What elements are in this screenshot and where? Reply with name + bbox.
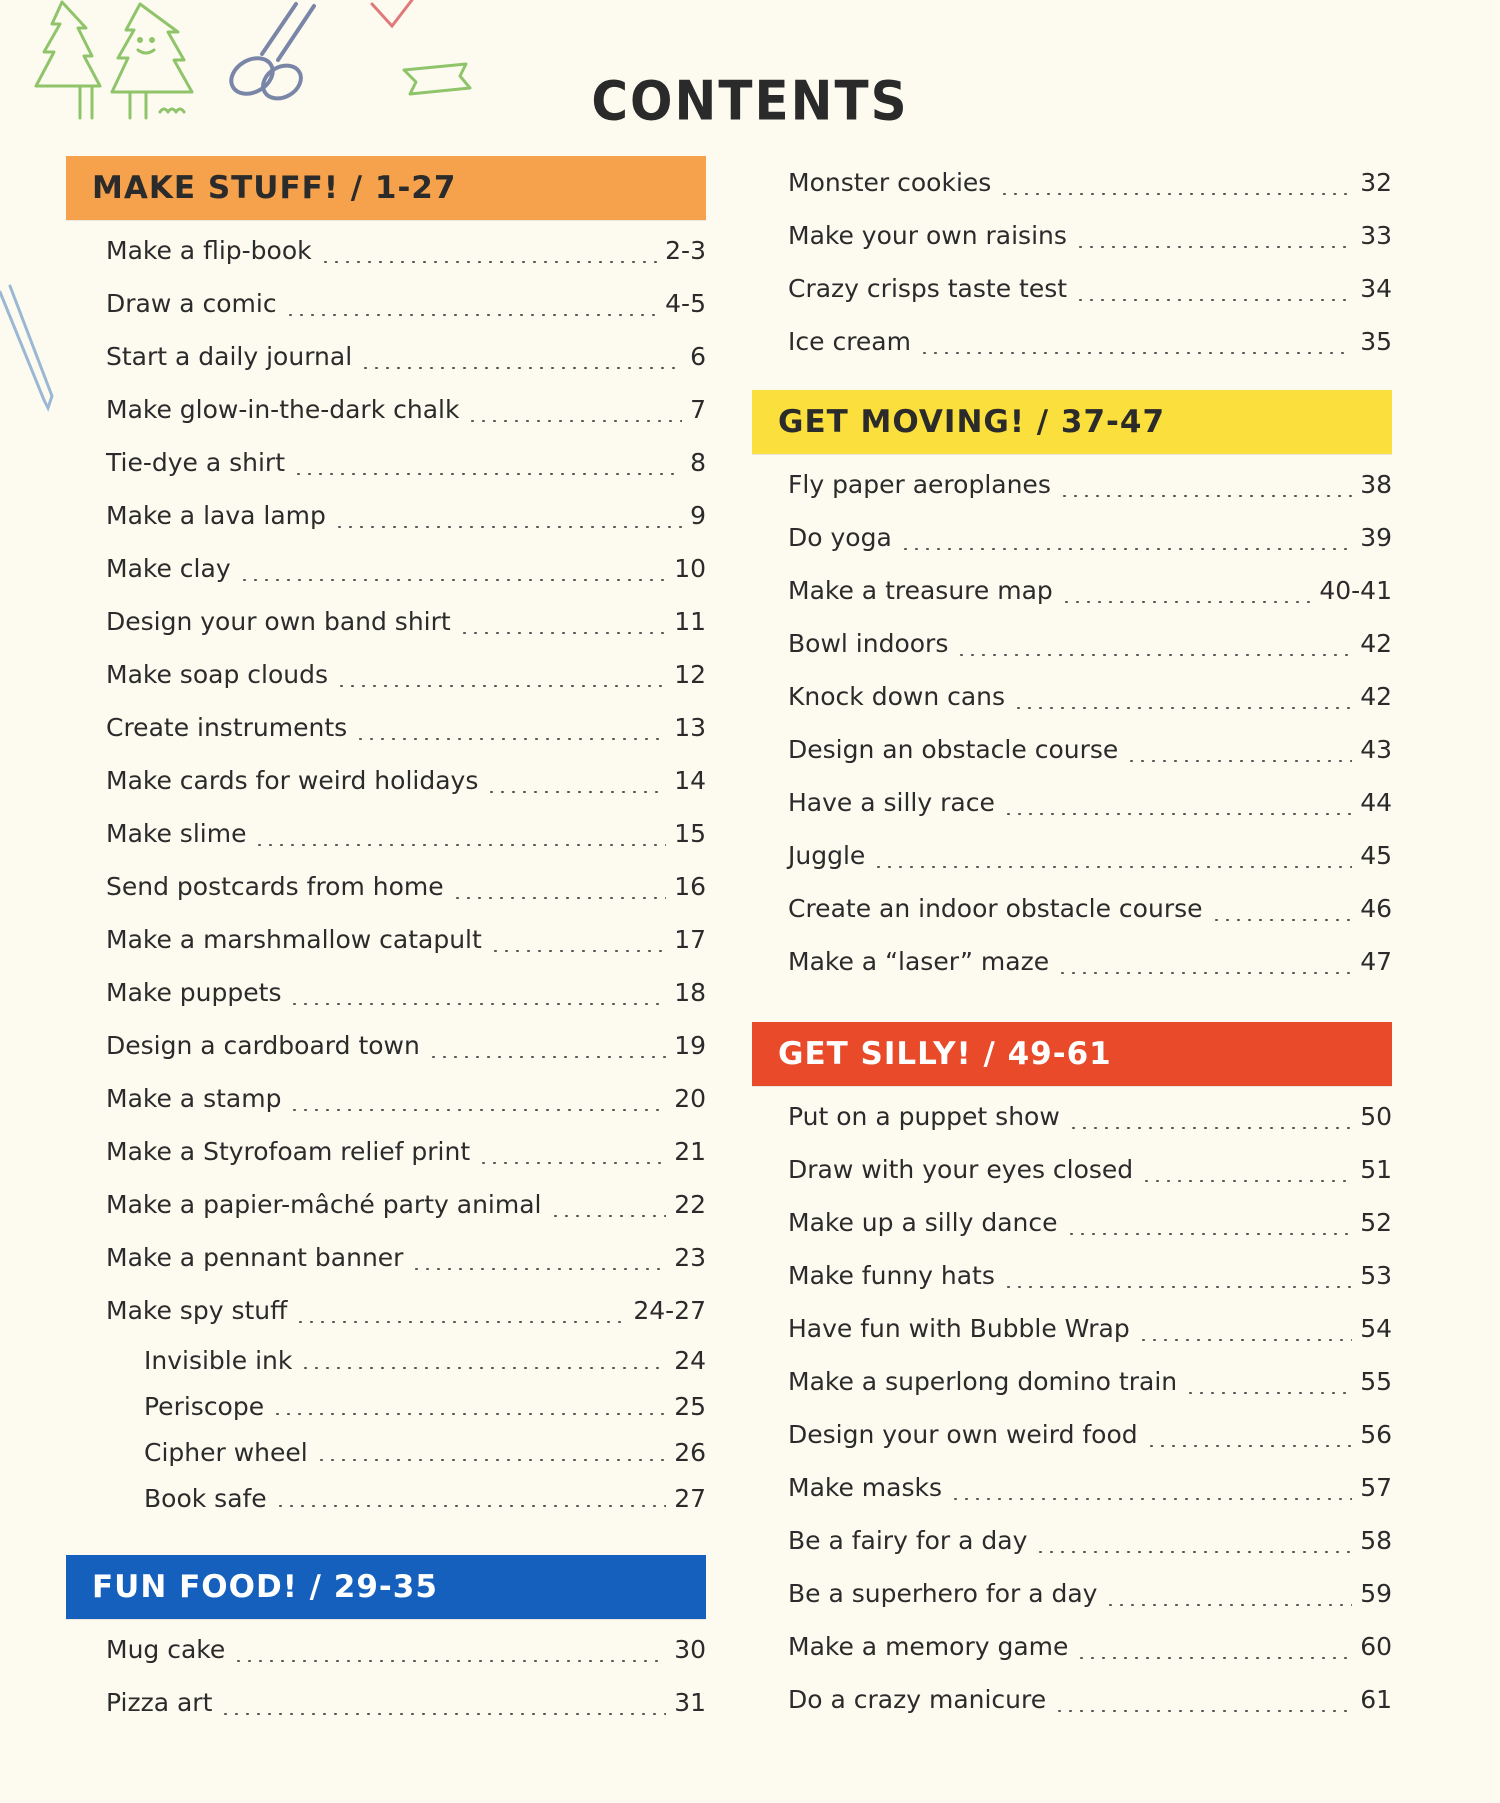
entry-page-number: 45 bbox=[1360, 841, 1392, 870]
dot-leader bbox=[1075, 246, 1352, 248]
dot-leader bbox=[999, 193, 1352, 195]
entry-page-number: 20 bbox=[674, 1084, 706, 1113]
entry-title: Ice cream bbox=[788, 327, 911, 356]
entry-title: Draw with your eyes closed bbox=[788, 1155, 1134, 1184]
toc-entry bbox=[788, 723, 1392, 776]
toc-entry bbox=[106, 807, 706, 860]
entry-title: Make spy stuff bbox=[106, 1296, 288, 1325]
dot-leader bbox=[1054, 1710, 1352, 1712]
entry-title: Make soap clouds bbox=[106, 660, 328, 689]
section-get-silly bbox=[752, 1022, 1392, 1726]
entry-page-number: 61 bbox=[1360, 1685, 1392, 1714]
toc-entry bbox=[106, 1676, 706, 1729]
toc-sublist-spy-stuff bbox=[66, 1337, 706, 1521]
tape-doodle-icon bbox=[372, 0, 412, 26]
entry-page-number: 30 bbox=[674, 1635, 706, 1664]
toc-entry bbox=[788, 1408, 1392, 1461]
entry-title: Put on a puppet show bbox=[788, 1102, 1060, 1131]
entry-page-number: 7 bbox=[690, 395, 706, 424]
entry-title: Make a marshmallow catapult bbox=[106, 925, 482, 954]
entry-page-number: 40-41 bbox=[1319, 576, 1392, 605]
dot-leader bbox=[1013, 707, 1352, 709]
entry-title: Monster cookies bbox=[788, 168, 992, 197]
entry-title: Make cards for weird holidays bbox=[106, 766, 479, 795]
entry-title: Make a stamp bbox=[106, 1084, 282, 1113]
dot-leader bbox=[1211, 919, 1353, 921]
pencil-doodle-icon bbox=[0, 286, 52, 408]
entry-title: Pizza art bbox=[106, 1688, 213, 1717]
dot-leader bbox=[293, 473, 682, 475]
toc-subentry bbox=[106, 1429, 706, 1475]
toc-entry bbox=[106, 383, 706, 436]
entry-page-number: 38 bbox=[1360, 470, 1392, 499]
toc-entry bbox=[106, 1178, 706, 1231]
entry-title: Send postcards from home bbox=[106, 872, 444, 901]
entry-title: Do yoga bbox=[788, 523, 892, 552]
entry-page-number: 31 bbox=[674, 1688, 706, 1717]
toc-entry bbox=[788, 935, 1392, 988]
entry-page-number: 24 bbox=[674, 1345, 706, 1375]
dot-leader bbox=[873, 866, 1352, 868]
section-make-stuff bbox=[66, 156, 706, 1521]
toc-list-get-moving bbox=[752, 458, 1392, 988]
dot-leader bbox=[275, 1505, 666, 1507]
toc-entry bbox=[788, 1461, 1392, 1514]
entry-title: Do a crazy manicure bbox=[788, 1685, 1047, 1714]
toc-entry bbox=[788, 882, 1392, 935]
entry-title: Crazy crisps taste test bbox=[788, 274, 1068, 303]
dot-leader bbox=[467, 420, 682, 422]
section-header-fun-food: FUN FOOD! / 29-35 bbox=[66, 1555, 706, 1619]
dot-leader bbox=[900, 548, 1352, 550]
entry-page-number: 34 bbox=[1360, 274, 1392, 303]
entry-page-number: 46 bbox=[1360, 894, 1392, 923]
entry-page-number: 12 bbox=[674, 660, 706, 689]
entry-page-number: 16 bbox=[674, 872, 706, 901]
entry-page-number: 6 bbox=[690, 342, 706, 371]
toc-entry bbox=[106, 1019, 706, 1072]
dot-leader bbox=[459, 632, 666, 634]
toc-entry bbox=[106, 224, 706, 277]
dot-leader bbox=[1185, 1392, 1352, 1394]
entry-page-number: 58 bbox=[1360, 1526, 1392, 1555]
dot-leader bbox=[316, 1459, 666, 1461]
entry-title: Juggle bbox=[788, 841, 866, 870]
dot-leader bbox=[1075, 299, 1352, 301]
dot-leader bbox=[478, 1162, 666, 1164]
entry-title: Invisible ink bbox=[144, 1345, 293, 1375]
dot-leader bbox=[1003, 813, 1352, 815]
dot-leader bbox=[285, 314, 658, 316]
toc-entry bbox=[106, 436, 706, 489]
entry-title: Cipher wheel bbox=[144, 1437, 308, 1467]
dot-leader bbox=[490, 950, 666, 952]
toc-list-make-stuff bbox=[66, 224, 706, 1337]
entry-title: Make a lava lamp bbox=[106, 501, 326, 530]
dot-leader bbox=[233, 1660, 666, 1662]
dot-leader bbox=[355, 738, 666, 740]
toc-entry bbox=[788, 829, 1392, 882]
entry-page-number: 53 bbox=[1360, 1261, 1392, 1290]
entry-page-number: 59 bbox=[1360, 1579, 1392, 1608]
page-title: CONTENTS bbox=[591, 69, 909, 133]
entry-title: Be a superhero for a day bbox=[788, 1579, 1098, 1608]
toc-entry bbox=[788, 1302, 1392, 1355]
toc-entry bbox=[106, 1072, 706, 1125]
toc-subentry bbox=[106, 1337, 706, 1383]
entry-page-number: 43 bbox=[1360, 735, 1392, 764]
toc-entry bbox=[106, 913, 706, 966]
toc-entry bbox=[788, 1249, 1392, 1302]
entry-page-number: 54 bbox=[1360, 1314, 1392, 1343]
entry-page-number: 33 bbox=[1360, 221, 1392, 250]
dot-leader bbox=[950, 1498, 1352, 1500]
entry-page-number: 47 bbox=[1360, 947, 1392, 976]
entry-title: Mug cake bbox=[106, 1635, 226, 1664]
dot-leader bbox=[220, 1713, 666, 1715]
dot-leader bbox=[1059, 495, 1352, 497]
left-column bbox=[66, 156, 706, 1763]
toc-entry bbox=[788, 1567, 1392, 1620]
dot-leader bbox=[295, 1321, 625, 1323]
entry-title: Make masks bbox=[788, 1473, 943, 1502]
dot-leader bbox=[1068, 1127, 1352, 1129]
dot-leader bbox=[452, 897, 667, 899]
entry-page-number: 9 bbox=[690, 501, 706, 530]
toc-entry bbox=[106, 860, 706, 913]
dot-leader bbox=[428, 1056, 666, 1058]
entry-title: Make a flip-book bbox=[106, 236, 312, 265]
toc-list-get-silly bbox=[752, 1090, 1392, 1726]
entry-title: Make a memory game bbox=[788, 1632, 1069, 1661]
entry-page-number: 19 bbox=[674, 1031, 706, 1060]
dot-leader bbox=[486, 791, 666, 793]
entry-page-number: 56 bbox=[1360, 1420, 1392, 1449]
section-fun-food-continued bbox=[752, 156, 1392, 368]
dot-leader bbox=[254, 844, 666, 846]
dot-leader bbox=[1003, 1286, 1352, 1288]
entry-title: Create an indoor obstacle course bbox=[788, 894, 1203, 923]
entry-page-number: 52 bbox=[1360, 1208, 1392, 1237]
toc-entry bbox=[106, 966, 706, 1019]
dot-leader bbox=[300, 1367, 666, 1369]
section-get-moving bbox=[752, 390, 1392, 988]
section-header-make-stuff: MAKE STUFF! / 1-27 bbox=[66, 156, 706, 220]
dot-leader bbox=[1066, 1233, 1353, 1235]
entry-title: Have a silly race bbox=[788, 788, 995, 817]
toc-entry bbox=[106, 1623, 706, 1676]
toc-entry bbox=[106, 1231, 706, 1284]
entry-page-number: 23 bbox=[674, 1243, 706, 1272]
dot-leader bbox=[550, 1215, 667, 1217]
entry-page-number: 60 bbox=[1360, 1632, 1392, 1661]
toc-entry bbox=[788, 1620, 1392, 1673]
toc-entry bbox=[788, 262, 1392, 315]
entry-page-number: 50 bbox=[1360, 1102, 1392, 1131]
toc-entry bbox=[788, 1355, 1392, 1408]
entry-title: Start a daily journal bbox=[106, 342, 353, 371]
section-fun-food bbox=[66, 1555, 706, 1729]
toc-entry bbox=[106, 1284, 706, 1337]
entry-title: Make a superlong domino train bbox=[788, 1367, 1178, 1396]
entry-page-number: 25 bbox=[674, 1391, 706, 1421]
toc-entry bbox=[106, 542, 706, 595]
toc-entry bbox=[106, 1125, 706, 1178]
entry-title: Make a “laser” maze bbox=[788, 947, 1050, 976]
entry-page-number: 17 bbox=[674, 925, 706, 954]
section-header-get-moving: GET MOVING! / 37-47 bbox=[752, 390, 1392, 454]
dot-leader bbox=[336, 685, 666, 687]
entry-page-number: 18 bbox=[674, 978, 706, 1007]
entry-page-number: 44 bbox=[1360, 788, 1392, 817]
toc-subentry bbox=[106, 1475, 706, 1521]
entry-title: Create instruments bbox=[106, 713, 348, 742]
entry-title: Make a pennant banner bbox=[106, 1243, 404, 1272]
toc-entry bbox=[106, 595, 706, 648]
entry-page-number: 42 bbox=[1360, 629, 1392, 658]
entry-title: Design a cardboard town bbox=[106, 1031, 420, 1060]
entry-title: Make a treasure map bbox=[788, 576, 1053, 605]
entry-title: Knock down cans bbox=[788, 682, 1006, 711]
toc-entry bbox=[788, 458, 1392, 511]
entry-title: Make puppets bbox=[106, 978, 282, 1007]
entry-title: Tie-dye a shirt bbox=[106, 448, 286, 477]
toc-subentry bbox=[106, 1383, 706, 1429]
entry-title: Make a papier-mâché party animal bbox=[106, 1190, 542, 1219]
entry-page-number: 55 bbox=[1360, 1367, 1392, 1396]
entry-title: Make a Styrofoam relief print bbox=[106, 1137, 471, 1166]
dot-leader bbox=[360, 367, 682, 369]
entry-page-number: 42 bbox=[1360, 682, 1392, 711]
toc-entry bbox=[788, 511, 1392, 564]
dot-leader bbox=[1035, 1551, 1352, 1553]
toc-entry bbox=[788, 315, 1392, 368]
toc-entry bbox=[106, 277, 706, 330]
entry-page-number: 51 bbox=[1360, 1155, 1392, 1184]
dot-leader bbox=[1141, 1180, 1352, 1182]
toc-entry bbox=[106, 648, 706, 701]
entry-page-number: 57 bbox=[1360, 1473, 1392, 1502]
entry-title: Book safe bbox=[144, 1483, 267, 1513]
entry-title: Design your own band shirt bbox=[106, 607, 451, 636]
dot-leader bbox=[334, 526, 682, 528]
toc-entry bbox=[106, 701, 706, 754]
toc-entry bbox=[106, 330, 706, 383]
toc-entry bbox=[788, 670, 1392, 723]
entry-title: Fly paper aeroplanes bbox=[788, 470, 1051, 499]
toc-entry bbox=[106, 754, 706, 807]
toc-entry bbox=[788, 776, 1392, 829]
dot-leader bbox=[272, 1413, 666, 1415]
section-header-get-silly: GET SILLY! / 49-61 bbox=[752, 1022, 1392, 1086]
entry-page-number: 35 bbox=[1360, 327, 1392, 356]
toc-entry bbox=[788, 564, 1392, 617]
dot-leader bbox=[956, 654, 1352, 656]
entry-page-number: 4-5 bbox=[665, 289, 706, 318]
dot-leader bbox=[1105, 1604, 1352, 1606]
entry-title: Design an obstacle course bbox=[788, 735, 1119, 764]
dot-leader bbox=[289, 1109, 666, 1111]
dot-leader bbox=[1057, 972, 1352, 974]
entry-title: Make up a silly dance bbox=[788, 1208, 1058, 1237]
toc-list-fun-food bbox=[66, 1623, 706, 1729]
entry-title: Make slime bbox=[106, 819, 247, 848]
entry-page-number: 22 bbox=[674, 1190, 706, 1219]
dot-leader bbox=[239, 579, 667, 581]
dot-leader bbox=[289, 1003, 666, 1005]
entry-title: Periscope bbox=[144, 1391, 265, 1421]
toc-entry bbox=[788, 1514, 1392, 1567]
entry-page-number: 39 bbox=[1360, 523, 1392, 552]
entry-title: Make funny hats bbox=[788, 1261, 995, 1290]
right-column bbox=[752, 156, 1392, 1760]
toc-entry bbox=[788, 156, 1392, 209]
entry-page-number: 2-3 bbox=[665, 236, 706, 265]
dot-leader bbox=[1076, 1657, 1352, 1659]
toc-entry bbox=[788, 209, 1392, 262]
toc-entry bbox=[788, 1673, 1392, 1726]
entry-page-number: 8 bbox=[690, 448, 706, 477]
toc-entry bbox=[788, 617, 1392, 670]
entry-title: Draw a comic bbox=[106, 289, 277, 318]
toc-entry bbox=[788, 1090, 1392, 1143]
toc-list-fun-food-continued bbox=[752, 156, 1392, 368]
entry-page-number: 11 bbox=[674, 607, 706, 636]
entry-page-number: 14 bbox=[674, 766, 706, 795]
dot-leader bbox=[1138, 1339, 1352, 1341]
dot-leader bbox=[1146, 1445, 1353, 1447]
entry-page-number: 21 bbox=[674, 1137, 706, 1166]
toc-entry bbox=[788, 1196, 1392, 1249]
entry-title: Make glow-in-the-dark chalk bbox=[106, 395, 460, 424]
entry-title: Have fun with Bubble Wrap bbox=[788, 1314, 1130, 1343]
entry-page-number: 26 bbox=[674, 1437, 706, 1467]
entry-title: Make your own raisins bbox=[788, 221, 1067, 250]
entry-page-number: 15 bbox=[674, 819, 706, 848]
entry-title: Design your own weird food bbox=[788, 1420, 1138, 1449]
entry-page-number: 13 bbox=[674, 713, 706, 742]
entry-page-number: 24-27 bbox=[633, 1296, 706, 1325]
entry-page-number: 10 bbox=[674, 554, 706, 583]
toc-entry bbox=[788, 1143, 1392, 1196]
entry-page-number: 27 bbox=[674, 1483, 706, 1513]
dot-leader bbox=[1061, 601, 1312, 603]
entry-title: Bowl indoors bbox=[788, 629, 949, 658]
dot-leader bbox=[1126, 760, 1352, 762]
dot-leader bbox=[411, 1268, 666, 1270]
entry-page-number: 32 bbox=[1360, 168, 1392, 197]
dot-leader bbox=[320, 261, 658, 263]
entry-title: Be a fairy for a day bbox=[788, 1526, 1028, 1555]
toc-entry bbox=[106, 489, 706, 542]
entry-title: Make clay bbox=[106, 554, 231, 583]
dot-leader bbox=[919, 352, 1352, 354]
